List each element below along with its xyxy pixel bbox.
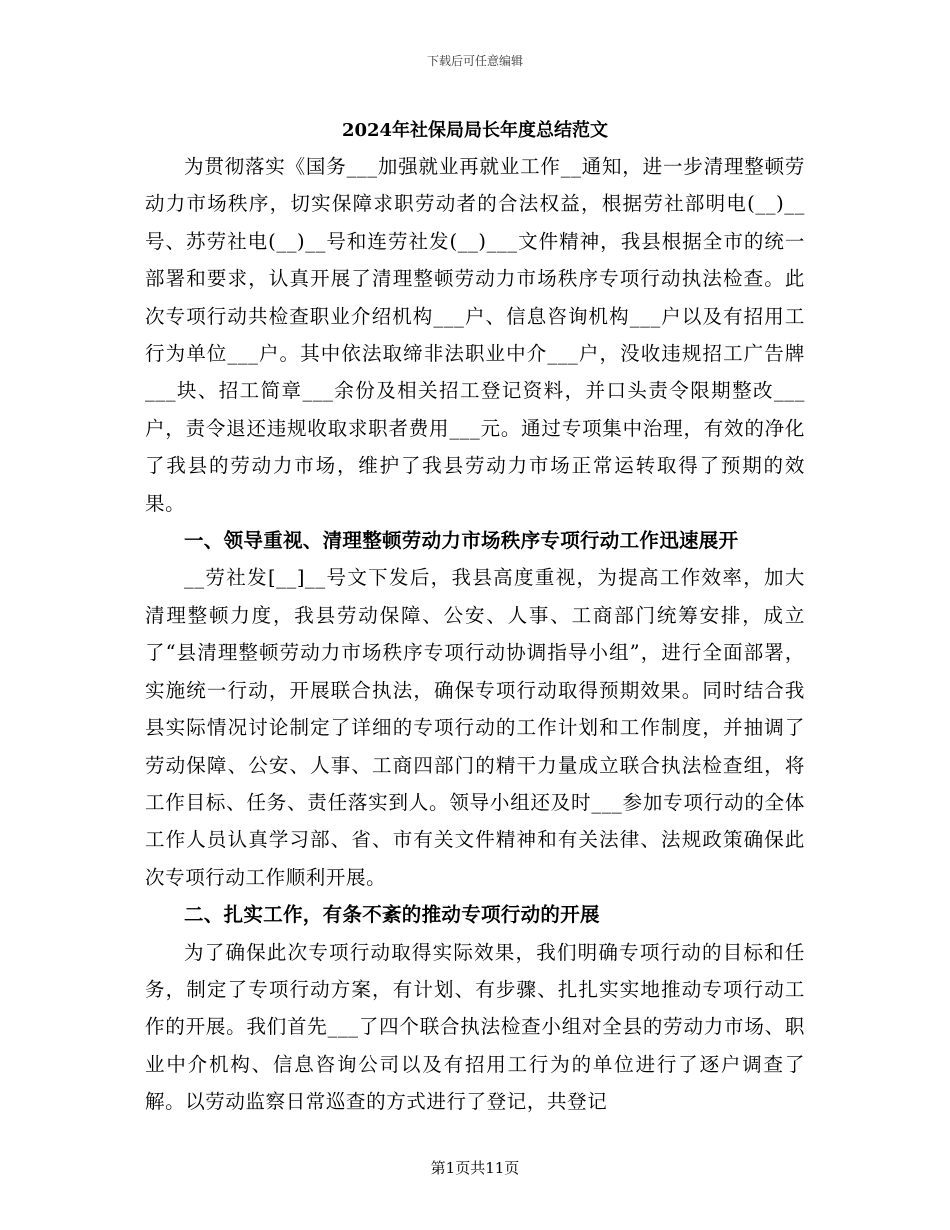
document-body <box>145 148 805 1121</box>
page-number-footer: 第1页共11页 <box>430 1159 520 1177</box>
document-title: 2024年社保局局长年度总结范文 <box>341 120 609 141</box>
section-paragraph-1: __劳社发[__]__号文下发后，我县高度重视，为提高工作效率，加大清理整顿力度，我县劳动保障、公安、人事、工商部门统筹安排，成立了“县清理整顿劳动力市场秩序专项行动协调指导小组”，进行全面部署，实施统一行动，开展联合执法，确保专项行动取得预期效果。同时结合我县实际情况讨论制定了详细的专项行动的工作计划和工作制度，并抽调了劳动保障、公安、人事、工商四部门的精干力量成立联合执法检查组，将工作目标、任务、责任落实到人。领导小组还及时___参加专项行动的全体工作人员认真学习部、省、市有关文件精神和有关法律、法规政策确保此次专项行动工作顺利开展。 <box>145 566 805 889</box>
page-header-note: 下载后可任意编辑 <box>426 54 523 68</box>
section-heading-1: 一、领导重视、清理整顿劳动力市场秩序专项行动工作迅速展开 <box>184 529 739 553</box>
section-paragraph-2: 为了确保此次专项行动取得实际效果，我们明确专项行动的目标和任务，制定了专项行动方案，有计划、有步骤、扎扎实实地推动专项行动工作的开展。我们首先___了四个联合执法检查小组对全县的劳动力市场、职业中介机构、信息咨询公司以及有招用工行为的单位进行了逐户调查了解。以劳动监察日常巡查的方式进行了登记，共登记 <box>145 940 805 1114</box>
intro-paragraph: 为贯彻落实《国务___加强就业再就业工作__通知，进一步清理整顿劳动力市场秩序，切实保障求职劳动者的合法权益，根据劳社部明电(__)__号、苏劳社电(__)__号和连劳社发(__)___文件精神，我县根据全市的统一部署和要求，认真开展了清理整顿劳动力市场秩序专项行动执法检查。此次专项行动共检查职业介绍机构___户、信息咨询机构___户以及有招用工行为单位___户。其中依法取缔非法职业中介___户，没收违规招工广告牌___块、招工简章___余份及相关招工登记资料，并口头责令限期整改___户，责令退还违规收取求职者费用___元。通过专项集中治理，有效的净化了我县的劳动力市场，维护了我县劳动力市场正常运转取得了预期的效果。 <box>145 155 805 515</box>
section-heading-2: 二、扎实工作，有条不紊的推动专项行动的开展 <box>184 903 600 927</box>
